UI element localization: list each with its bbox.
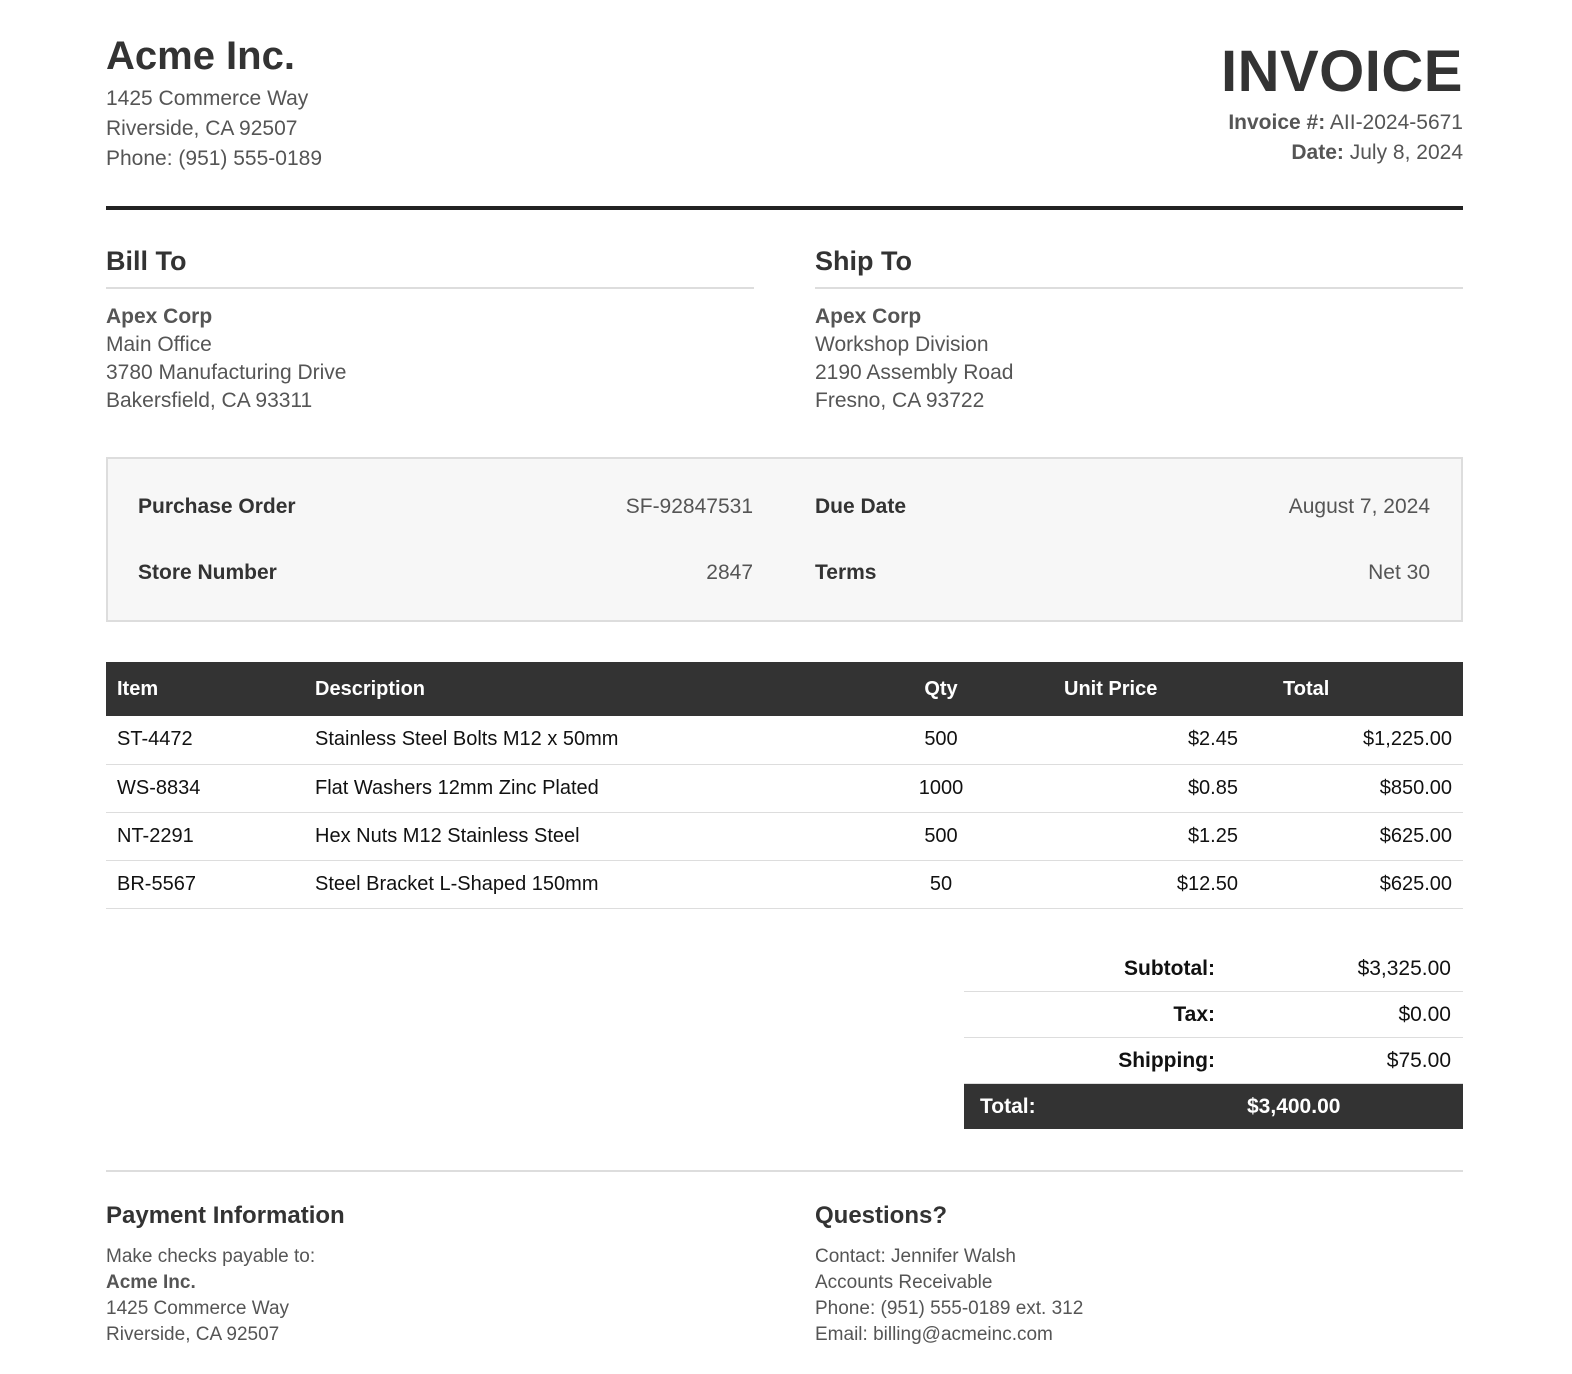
table-header — [106, 662, 1463, 716]
shipping-label: Shipping: — [1118, 1049, 1215, 1072]
company-address-line1: 1425 Commerce Way — [106, 87, 309, 110]
questions-heading: Questions? — [815, 1202, 948, 1229]
terms-label: Terms — [815, 561, 877, 584]
invoice-page — [106, 0, 1463, 1345]
payment-info-block — [106, 1202, 706, 1348]
invoice-date-label: Date: — [1291, 141, 1344, 164]
grand-total-label: Total: — [980, 1095, 1036, 1118]
due-date-value: August 7, 2024 — [1288, 495, 1430, 518]
company-phone: Phone: (951) 555-0189 — [106, 147, 322, 170]
cell-description: Stainless Steel Bolts M12 x 50mm — [304, 716, 868, 764]
invoice-title: INVOICE — [1221, 39, 1463, 104]
ship-to-block — [815, 246, 1463, 415]
store-number-label: Store Number — [138, 561, 277, 584]
invoice-number: AII-2024-5671 — [1329, 111, 1463, 134]
grand-total-value: $3,400.00 — [1247, 1095, 1341, 1118]
parties-section — [106, 246, 1463, 426]
tax-label: Tax: — [1173, 1003, 1215, 1026]
bill-to-heading: Bill To — [106, 246, 754, 289]
col-header-qty: Qty — [868, 662, 1014, 716]
subtotal-label: Subtotal: — [1124, 957, 1215, 980]
bill-to-line1: Main Office — [106, 333, 212, 356]
tax-row — [964, 992, 1463, 1038]
table-row — [106, 716, 1463, 764]
payment-address-line2: Riverside, CA 92507 — [106, 1324, 280, 1345]
company-name: Acme Inc. — [106, 34, 295, 78]
cell-qty: 500 — [868, 716, 1014, 764]
payment-instruction: Make checks payable to: — [106, 1246, 316, 1267]
cell-qty: 500 — [868, 812, 1014, 860]
footer-divider — [106, 1170, 1463, 1172]
ship-to-line1: Workshop Division — [815, 333, 989, 356]
ship-to-line2: 2190 Assembly Road — [815, 361, 1014, 384]
cell-total: $850.00 — [1249, 764, 1463, 812]
cell-item: BR-5567 — [106, 860, 304, 908]
col-header-description: Description — [304, 662, 868, 716]
invoice-number-row — [1228, 108, 1463, 138]
po-label: Purchase Order — [138, 495, 296, 518]
table-row — [106, 860, 1463, 908]
due-date-label: Due Date — [815, 495, 907, 518]
questions-block — [815, 1202, 1415, 1348]
grand-total-row — [964, 1084, 1463, 1129]
order-info-box — [106, 457, 1463, 622]
cell-description: Hex Nuts M12 Stainless Steel — [304, 812, 868, 860]
table-row — [106, 812, 1463, 860]
table-row — [106, 764, 1463, 812]
invoice-date: July 8, 2024 — [1349, 141, 1463, 164]
table-header-row — [106, 662, 1463, 716]
cell-total: $1,225.00 — [1249, 716, 1463, 764]
invoice-header — [106, 0, 1463, 210]
cell-unit-price: $12.50 — [1014, 860, 1249, 908]
cell-total: $625.00 — [1249, 812, 1463, 860]
questions-contact: Contact: Jennifer Walsh — [815, 1246, 1016, 1267]
cell-qty: 1000 — [868, 764, 1014, 812]
bill-to-line2: 3780 Manufacturing Drive — [106, 361, 347, 384]
payment-payee: Acme Inc. — [106, 1272, 196, 1293]
totals-block — [964, 946, 1463, 1129]
invoice-date-row — [1228, 138, 1463, 168]
col-header-total: Total — [1249, 662, 1463, 716]
questions-phone: Phone: (951) 555-0189 ext. 312 — [815, 1298, 1084, 1319]
cell-qty: 50 — [868, 860, 1014, 908]
questions-department: Accounts Receivable — [815, 1272, 993, 1293]
subtotal-row — [964, 946, 1463, 992]
cell-unit-price: $1.25 — [1014, 812, 1249, 860]
company-address-line2: Riverside, CA 92507 — [106, 117, 298, 140]
po-value: SF-92847531 — [625, 495, 753, 518]
tax-value: $0.00 — [1398, 1003, 1451, 1026]
ship-to-line3: Fresno, CA 93722 — [815, 389, 985, 412]
bill-to-block — [106, 246, 754, 415]
invoice-meta — [1228, 108, 1463, 168]
col-header-item: Item — [106, 662, 304, 716]
bill-to-name: Apex Corp — [106, 305, 213, 328]
company-address — [106, 84, 322, 174]
cell-unit-price: $0.85 — [1014, 764, 1249, 812]
payment-address-line1: 1425 Commerce Way — [106, 1298, 290, 1319]
ship-to-heading: Ship To — [815, 246, 1463, 289]
cell-unit-price: $2.45 — [1014, 716, 1249, 764]
payment-info-heading: Payment Information — [106, 1202, 345, 1229]
subtotal-value: $3,325.00 — [1357, 957, 1451, 980]
store-number-value: 2847 — [706, 561, 753, 584]
cell-description: Flat Washers 12mm Zinc Plated — [304, 764, 868, 812]
line-items-table — [106, 662, 1463, 909]
shipping-row — [964, 1038, 1463, 1084]
cell-description: Steel Bracket L-Shaped 150mm — [304, 860, 868, 908]
questions-email: Email: billing@acmeinc.com — [815, 1324, 1053, 1345]
terms-value: Net 30 — [1368, 561, 1430, 584]
cell-total: $625.00 — [1249, 860, 1463, 908]
table-body — [106, 716, 1463, 908]
col-header-unit-price: Unit Price — [1014, 662, 1249, 716]
shipping-value: $75.00 — [1386, 1049, 1451, 1072]
bill-to-line3: Bakersfield, CA 93311 — [106, 389, 313, 412]
cell-item: NT-2291 — [106, 812, 304, 860]
cell-item: WS-8834 — [106, 764, 304, 812]
ship-to-name: Apex Corp — [815, 305, 922, 328]
invoice-number-label: Invoice #: — [1228, 111, 1326, 134]
cell-item: ST-4472 — [106, 716, 304, 764]
